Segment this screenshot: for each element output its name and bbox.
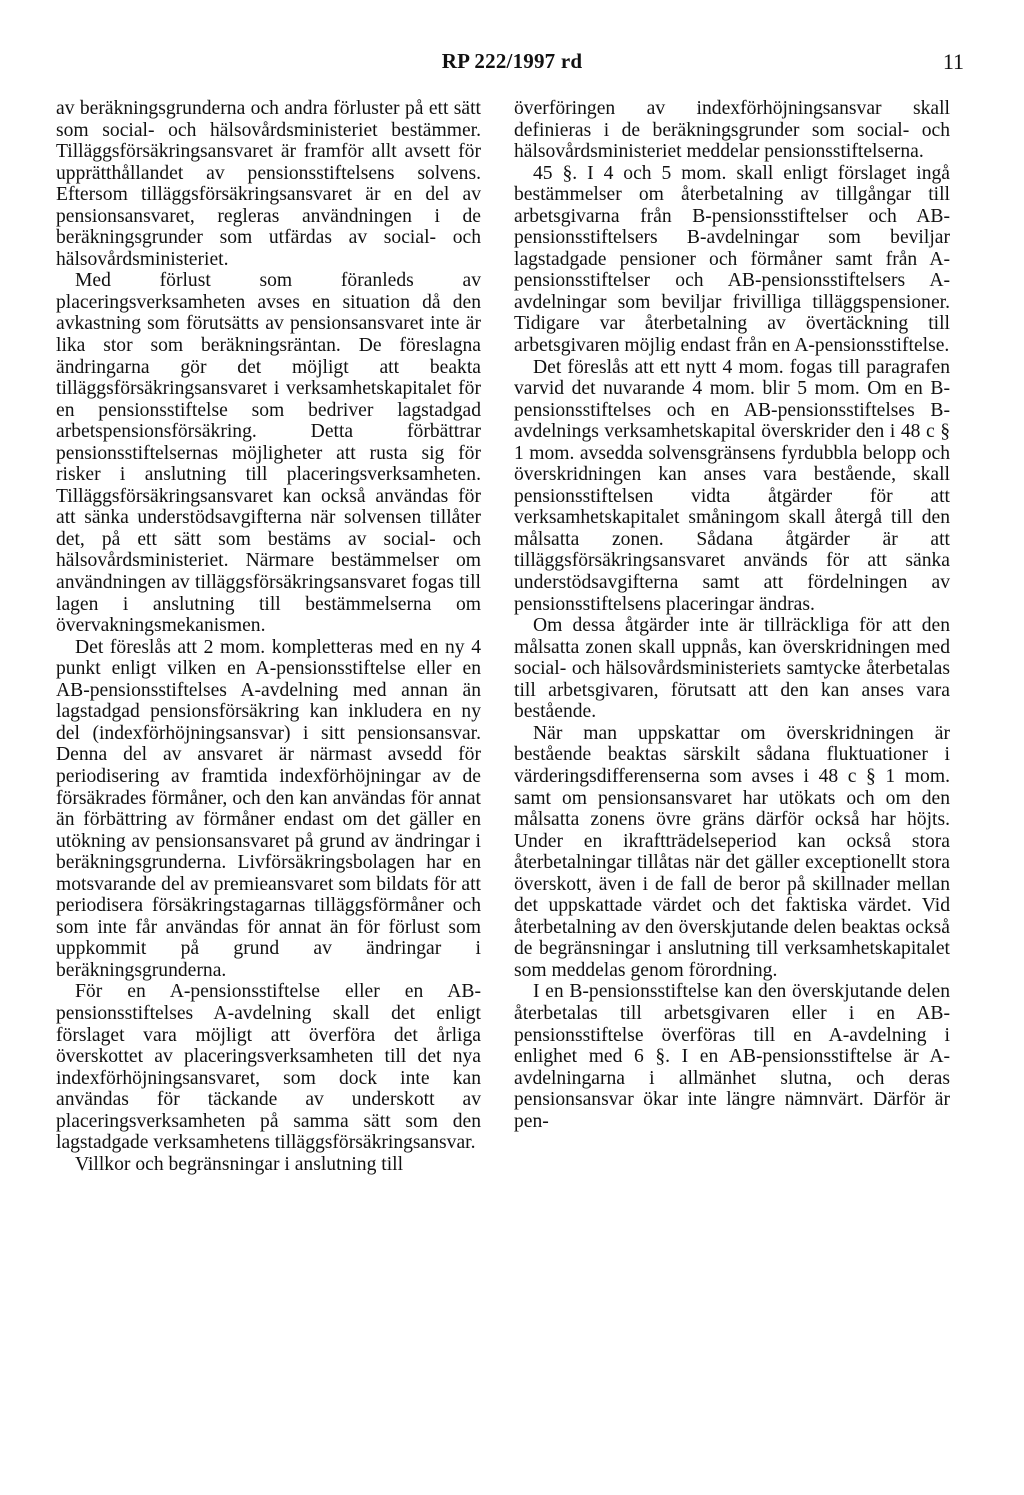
page-number: 11 bbox=[942, 49, 964, 74]
document-reference: RP 222/1997 rd bbox=[441, 49, 583, 73]
paragraph: När man uppskattar om överskridningen är bestående beaktas särskilt sådana fluktuationer i värderingsdifferenserna som avses i 48 c § 1 mom. samt om pensionsansvaret har utökats och om den målsatta zonens övre gräns därför också har höjts. Under en ikraftträdelseperiod kan också stora återbetalningar tillåtas när det gäller exceptionellt stora överskott, även i de fall de beror på skillnader mellan det uppskattade värdet och det faktiska värdet. Vid återbetalning av den överskjutande delen beaktas också de begränsningar i anslutning till verksamhetskapitalet som meddelas genom förordning. bbox=[514, 722, 950, 981]
paragraph: Med förlust som föranleds av placeringsverksamheten avses en situation då den avkastning som förutsätts av pensionsansvaret inte är lika stor som beräkningsräntan. De föreslagna ändringarna gör det möjligt att beakta tilläggsförsäkringsansvaret i verksamhetskapitalet för en pensionsstiftelse som bedriver lagstadgad arbetspensionsförsäkring. Detta förbättrar pensionsstiftelsernas möjligheter att rusta sig för risker i anslutning till placeringsverksamheten. Tilläggsförsäkringsansvaret kan också användas för att sänka understödsavgifterna när solvensen tillåter det, på ett sätt som bestäms av social- och hälsovårdsministeriet. Närmare bestämmelser om användningen av tilläggsförsäkringsansvaret fogas till lagen i anslutning till bestämmelserna om övervakningsmekanismen. bbox=[56, 270, 481, 637]
paragraph: Det föreslås att 2 mom. kompletteras med en ny 4 punkt enligt vilken en A-pensionsstiftelse eller en AB-pensionsstiftelses A-avdelning med annan än lagstadgad pensionsförsäkring kan inkludera en ny del (indexförhöjningsansvar) i sitt pensionsansvar. Denna del av ansvaret är närmast avsedd för periodisering av framtida indexförhöjningar av de försäkrades förmåner, och den kan användas för annat än förbättring av förmåner endast om det gäller en utökning av pensionsansvaret på grund av ändringar i beräkningsgrunderna. Livförsäkringsbolagen har en motsvarande del av premieansvaret som bildats för att periodisera försäkringstagarnas tilläggsförmåner och som inte får användas för annat än för förlust som uppkommit på grund av ändringar i beräkningsgrunderna. bbox=[56, 636, 481, 981]
paragraph: Villkor och begränsningar i anslutning till bbox=[75, 1153, 404, 1175]
paragraph: För en A-pensionsstiftelse eller en AB-pensionsstiftelses A-avdelning skall det enligt förslaget vara möjligt att överföra det årliga överskottet av placeringsverksamheten till det nya indexförhöjningsansvaret, som dock inte kan användas för täckande av underskott av placeringsverksamheten på samma sätt som den lagstadgade verksamhetens tilläggsförsäkringsansvar. bbox=[56, 981, 481, 1154]
left-column bbox=[56, 98, 481, 1175]
paragraph: Det föreslås att ett nytt 4 mom. fogas till paragrafen varvid det nuvarande 4 mom. blir 5 mom. Om en B-pensionsstiftelses och en AB-pensionsstiftelses B-avdelnings verksamhetskapital överskrider den i 48 c § 1 mom. avsedda solvensgränsens fyrdubbla belopp och överskridningen kan anses vara bestående, skall pensionsstiftelsen vidta åtgärder för att verksamhetskapitalet småningom skall återgå till den målsatta zonen. Sådana åtgärder är att tilläggsförsäkringsansvaret används för att sänka understödsavgifterna samt att fördelningen av pensionsstiftelsens placeringar ändras. bbox=[514, 356, 950, 615]
right-column bbox=[514, 98, 950, 1132]
page-header bbox=[60, 49, 964, 79]
paragraph: överföringen av indexförhöjningsansvar skall definieras i de beräkningsgrunder som social- och hälsovårdsministeriet meddelar pensionsstiftelserna. bbox=[514, 98, 950, 163]
paragraph: 45 §. I 4 och 5 mom. skall enligt förslaget ingå bestämmelser om återbetalning av tillgångar till arbetsgivarna från B-pensionsstiftelser och AB-pensionsstiftelsers B-avdelningar som beviljar lagstadgade pensioner och förmåner samt från A-pensionsstiftelser och AB-pensionsstiftelsers A-avdelningar som beviljar frivilliga tilläggspensioner. Tidigare var återbetalning av övertäckning till arbetsgivaren möjlig endast från en A-pensionsstiftelse. bbox=[514, 162, 950, 357]
paragraph: I en B-pensionsstiftelse kan den överskjutande delen återbetalas till arbetsgivaren eller i en AB-pensionsstiftelse överföras till en A-avdelning i enlighet med 6 §. I en AB-pensionsstiftelse är A-avdelningarna i allmänhet slutna, och deras pensionsansvar ökar inte längre nämnvärt. Därför är pen- bbox=[514, 981, 950, 1132]
paragraph: av beräkningsgrunderna och andra förluster på ett sätt som social- och hälsovårdsministeriet bestämmer. Tilläggsförsäkringsansvaret är framför allt avsett för upprätthållandet av pensionsstiftelsens solvens. Eftersom tilläggsförsäkringsansvaret är en del av pensionsansvaret, regleras användningen i de beräkningsgrunder som utfärdas av social- och hälsovårdsministeriet. bbox=[56, 98, 481, 270]
paragraph: Om dessa åtgärder inte är tillräckliga för att den målsatta zonen skall uppnås, kan överskridningen med social- och hälsovårdsministeriets samtycke återbetalas till arbetsgivaren, förutsatt att den kan anses vara bestående. bbox=[514, 615, 950, 723]
